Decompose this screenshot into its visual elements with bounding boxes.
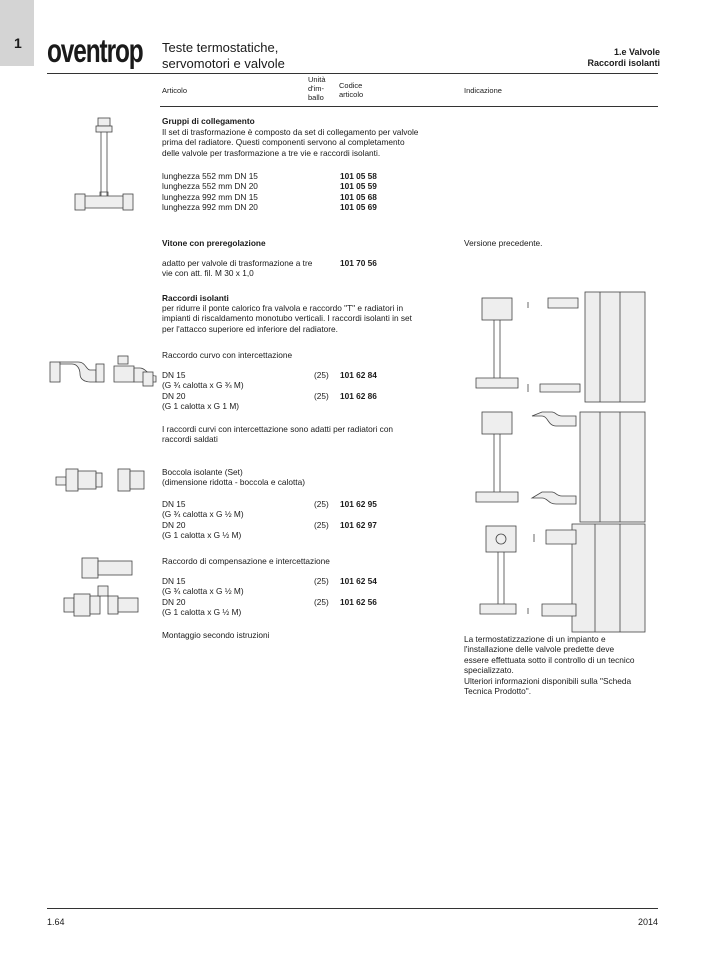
elbow-fitting-illustration: [48, 350, 158, 395]
raccordi-title: Raccordi isolanti: [162, 293, 229, 303]
gruppi-codes: 101 05 58 101 05 59 101 05 68 101 05 69: [340, 171, 377, 213]
insulating-bush-illustration: [52, 465, 152, 495]
brand-logo: oventrop: [47, 32, 143, 69]
col-codice: Codice articolo: [339, 81, 364, 99]
header-rule: [47, 73, 658, 74]
gruppi-desc: Il set di trasformazione è composto da set di collegamento per valvole prima del radiatore. Questi componenti servono al completamento delle valvole per trasformazione a tre vie e raccordi isolanti.: [162, 127, 419, 158]
footer-year: 2014: [637, 917, 658, 927]
list-item: lunghezza 992 mm DN 20: [162, 202, 258, 213]
column-rule: [160, 106, 658, 107]
vitone-title: Vitone con preregolazione: [162, 238, 266, 248]
gruppi-title: Gruppi di collegamento: [162, 116, 255, 126]
col-articolo: Articolo: [162, 86, 188, 95]
vitone-desc: adatto per valvole di trasformazione a tre vie con att. fil. M 30 x 1,0: [162, 258, 313, 279]
boccola-items: DN 15 (G ¾ calotta x G ½ M) DN 20 (G 1 calotta x G ½ M): [162, 499, 244, 541]
montaggio-note: Montaggio secondo istruzioni: [162, 630, 270, 640]
installation-diagram: [470, 288, 650, 633]
curvo-title: Raccordo curvo con intercettazione: [162, 350, 293, 360]
page-title: Teste termostatiche, servomotori e valvole: [162, 40, 285, 71]
curvo-items: DN 15 (G ¾ calotta x G ¾ M) DN 20 (G 1 calotta x G 1 M): [162, 370, 244, 412]
list-item: lunghezza 552 mm DN 20: [162, 181, 258, 192]
list-item: lunghezza 992 mm DN 15: [162, 191, 258, 202]
raccordi-desc: per ridurre il ponte calorico fra valvola e raccordo "T" e radiatori in impianti di riscaldamento monotubo verticali. I raccordi isolanti in set per l'attacco superiore ed inferiore del radiatore.: [162, 303, 412, 334]
compensazione-title: Raccordo di compensazione e intercettazione: [162, 556, 330, 566]
footer-rule: [47, 908, 658, 909]
section-title: 1.e Valvole Raccordi isolanti: [587, 47, 660, 68]
page-number: 1.64: [47, 917, 65, 927]
vitone-code: 101 70 56: [340, 258, 377, 268]
col-indicazione: Indicazione: [464, 86, 502, 95]
chapter-number: 1: [14, 35, 22, 51]
col-unita: Unità d'im- ballo: [308, 75, 326, 102]
gruppi-items: [162, 171, 258, 213]
vitone-indicazione: Versione precedente.: [464, 238, 543, 248]
compensation-fitting-illustration: [62, 556, 142, 626]
curvo-note: I raccordi curvi con intercettazione sono adatti per radiatori con raccordi saldati: [162, 424, 394, 445]
list-item: lunghezza 552 mm DN 15: [162, 171, 258, 181]
boccola-title: Boccola isolante (Set) (dimensione ridotta - boccola e calotta): [162, 467, 305, 488]
raccordi-indicazione: La termostatizzazione di un impianto e l'installazione delle valvole predette deve essere effettuata sotto il controllo di un tecnico specializzato. Ulteriori informazioni disponibili sulla "Scheda Tecnica Prodotto".: [464, 634, 635, 697]
connection-set-illustration: [70, 112, 140, 217]
compensazione-items: DN 15 (G ¾ calotta x G ½ M) DN 20 (G 1 calotta x G ½ M): [162, 576, 244, 618]
chapter-tab: [0, 0, 34, 66]
